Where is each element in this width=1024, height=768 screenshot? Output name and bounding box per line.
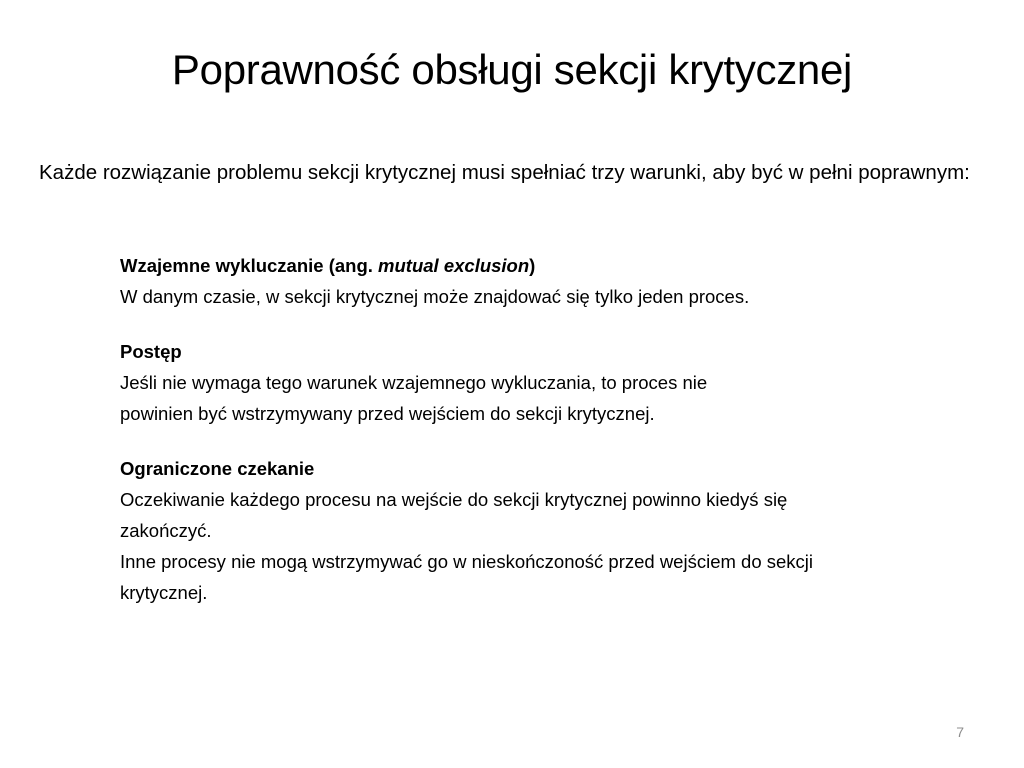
slide-title: Poprawność obsługi sekcji krytycznej: [171, 46, 853, 93]
condition-heading-text: Wzajemne wykluczanie (ang.: [120, 255, 379, 276]
condition-description-line: W danym czasie, w sekcji krytycznej może znajdować się tylko jeden proces.: [120, 286, 750, 307]
condition-description-line: powinien być wstrzymywany przed wejściem do sekcji krytycznej.: [120, 403, 655, 424]
condition-description-line: krytycznej.: [120, 582, 208, 603]
condition-heading: [120, 250, 1000, 281]
condition-heading: Postęp: [120, 341, 182, 362]
condition-heading-english-term: mutual exclusion: [378, 255, 530, 276]
condition-progress: [120, 336, 1000, 429]
condition-mutual-exclusion: [120, 250, 1000, 312]
condition-description-line: Oczekiwanie każdego procesu na wejście do sekcji krytycznej powinno kiedyś się: [120, 489, 788, 510]
page-number: 7: [956, 724, 964, 740]
intro-paragraph: Każde rozwiązanie problemu sekcji krytycznej musi spełniać trzy warunki, aby być w pełni poprawnym:: [39, 161, 970, 184]
condition-description-line: Jeśli nie wymaga tego warunek wzajemnego wykluczania, to proces nie: [120, 372, 708, 393]
condition-bounded-waiting: [120, 453, 1000, 608]
conditions-list: [120, 250, 1000, 608]
condition-heading-closing: ): [529, 255, 536, 276]
condition-description-line: Inne procesy nie mogą wstrzymywać go w nieskończoność przed wejściem do sekcji: [120, 551, 814, 572]
condition-description-line: zakończyć.: [120, 520, 212, 541]
condition-heading: Ograniczone czekanie: [120, 458, 315, 479]
